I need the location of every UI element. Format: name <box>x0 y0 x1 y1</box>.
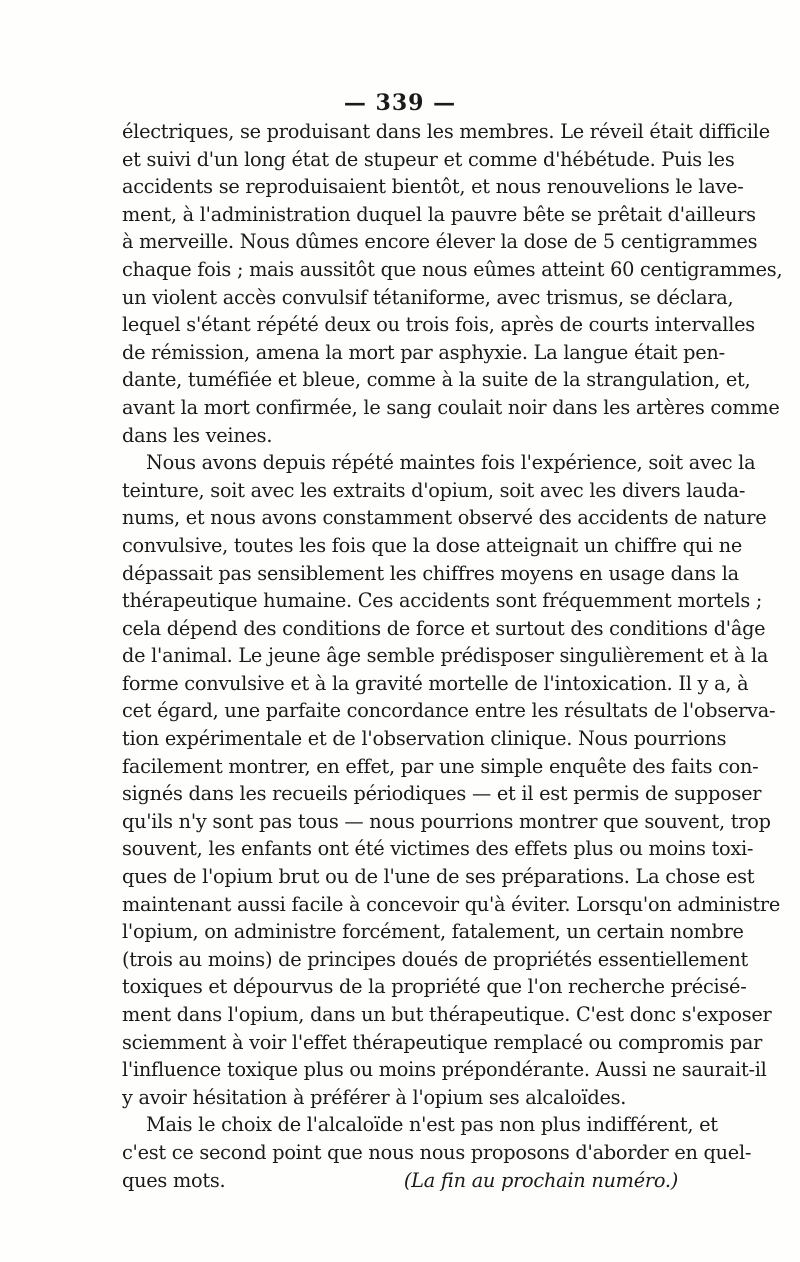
text-line: (trois au moins) de principes doués de propriétés essentiellement <box>122 947 749 971</box>
text-line: qu'ils n'y sont pas tous — nous pourrions montrer que souvent, trop <box>122 809 771 833</box>
text-line: lequel s'étant répété deux ou trois fois, après de courts intervalles <box>122 313 755 337</box>
text-line: chaque fois ; mais aussitôt que nous eûmes atteint 60 centigrammes, <box>122 257 783 281</box>
text-line: facilement montrer, en effet, par une simple enquête des faits con- <box>122 754 759 778</box>
text-line: nums, et nous avons constamment observé des accidents de nature <box>122 506 767 530</box>
text-line: thérapeutique humaine. Ces accidents sont fréquemment mortels ; <box>122 589 763 613</box>
text-line: forme convulsive et à la gravité mortelle de l'intoxication. Il y a, à <box>122 671 749 695</box>
closing-text: ques mots. <box>122 1168 226 1192</box>
text-line: et suivi d'un long état de stupeur et comme d'hébétude. Puis les <box>122 147 735 171</box>
text-line: cet égard, une parfaite concordance entre les résultats de l'observa- <box>122 699 776 723</box>
text-line: avant la mort confirmée, le sang coulait noir dans les artères comme <box>122 395 780 419</box>
text-line: sciemment à voir l'effet thérapeutique remplacé ou compromis par <box>122 1030 763 1054</box>
text-line: y avoir hésitation à préférer à l'opium ses alcaloïdes. <box>122 1085 627 1109</box>
closing-line <box>122 1167 678 1195</box>
text-line: convulsive, toutes les fois que la dose atteignait un chiffre qui ne <box>122 533 743 557</box>
continuation-note: (La fin au prochain numéro.) <box>403 1168 678 1192</box>
text-line: ment dans l'opium, dans un but thérapeutique. C'est donc s'exposer <box>122 1003 772 1026</box>
text-line: de l'animal. Le jeune âge semble prédisposer singulièrement et à la <box>122 644 769 668</box>
body-text <box>122 118 783 1194</box>
paragraph-start: Nous avons depuis répété maintes fois l'expérience, soit avec la <box>146 451 756 475</box>
text-line: souvent, les enfants ont été victimes des effets plus ou moins toxi- <box>122 837 754 861</box>
text-line: maintenant aussi facile à concevoir qu'à éviter. Lorsqu'on administre <box>122 892 781 916</box>
text-line: tion expérimentale et de l'observation clinique. Nous pourrions <box>122 727 727 751</box>
text-line: de rémission, amena la mort par asphyxie. La langue était pen- <box>122 340 725 364</box>
text-line: teinture, soit avec les extraits d'opium, soit avec les divers lauda- <box>122 478 746 502</box>
text-line: accidents se reproduisaient bientôt, et nous renouvelions le lave- <box>122 175 744 199</box>
text-line: dépassait pas sensiblement les chiffres moyens en usage dans la <box>122 561 739 585</box>
text-line: dante, tuméfiée et bleue, comme à la suite de la strangulation, et, <box>122 368 751 392</box>
text-line: à merveille. Nous dûmes encore élever la dose de 5 centigrammes <box>122 230 758 254</box>
text-line: ques de l'opium brut ou de l'une de ses préparations. La chose est <box>122 865 755 889</box>
page-number: — 339 — <box>343 90 457 116</box>
text-line: l'influence toxique plus ou moins prépondérante. Aussi ne saurait-il <box>122 1058 767 1082</box>
text-line: dans les veines. <box>122 423 273 447</box>
text-line: électriques, se produisant dans les membres. Le réveil était difficile <box>122 120 770 143</box>
text-line: signés dans les recueils périodiques — et il est permis de supposer <box>122 782 762 806</box>
text-line: l'opium, on administre forcément, fatalement, un certain nombre <box>122 920 744 944</box>
text-line: c'est ce second point que nous nous proposons d'aborder en quel- <box>122 1140 752 1164</box>
text-line: cela dépend des conditions de force et surtout des conditions d'âge <box>122 616 766 640</box>
paragraph-start: Mais le choix de l'alcaloïde n'est pas non plus indifférent, et <box>146 1113 718 1137</box>
text-line: un violent accès convulsif tétaniforme, avec trismus, se déclara, <box>122 285 734 309</box>
text-line: ment, à l'administration duquel la pauvre bête se prêtait d'ailleurs <box>122 202 756 226</box>
text-line: toxiques et dépourvus de la propriété que l'on recherche précisé- <box>122 975 747 999</box>
